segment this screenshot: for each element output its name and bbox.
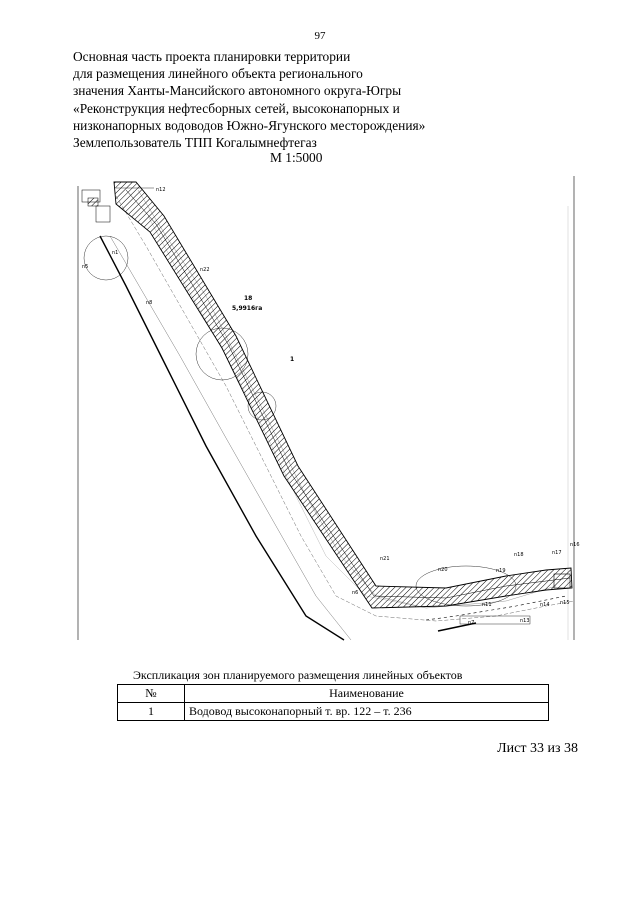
title-line: значения Ханты-Мансийского автономного округа-Югры: [73, 83, 402, 99]
map-label: n7: [468, 620, 475, 626]
title-line: Землепользователь ТПП Когалымнефтегаз: [73, 135, 317, 151]
parcel-one: 1: [290, 356, 295, 363]
planned-zone-corridor: [114, 182, 572, 608]
table-row: [118, 703, 549, 721]
zone-circle: [84, 236, 128, 280]
road-line-thin: [110, 236, 351, 640]
sheet-label: Лист 33 из 38: [497, 741, 578, 756]
map-label: n12: [156, 187, 166, 193]
explication-caption: Экспликация зон планируемого размещения линейных объектов: [133, 668, 463, 682]
road-line: [100, 236, 344, 640]
map-label: n15: [560, 600, 570, 606]
row-number: 1: [118, 703, 185, 721]
map-label: n14: [540, 602, 550, 608]
structure-block: [88, 198, 98, 206]
map-label: n1: [112, 250, 119, 256]
planning-map: [76, 176, 580, 640]
parcel-area: 5,9916га: [232, 305, 263, 312]
explication-table: [117, 684, 549, 721]
map-label: n21: [380, 556, 390, 562]
map-label: n8: [146, 300, 153, 306]
document-title: [73, 48, 425, 151]
map-scale: М 1:5000: [270, 150, 323, 165]
title-line: Основная часть проекта планировки территории: [73, 49, 351, 64]
title-line: низконапорных водоводов Южно-Ягунского месторождения»: [73, 117, 426, 133]
pipeline-axis: [126, 190, 570, 598]
map-label: n16: [570, 542, 580, 548]
title-line: «Реконструкция нефтесборных сетей, высоконапорных и: [73, 100, 400, 116]
parcel-number: 18: [244, 295, 253, 302]
page-number: 97: [314, 30, 326, 42]
map-label: n6: [352, 590, 359, 596]
map-label: n19: [496, 568, 506, 574]
title-line: для размещения линейного объекта регионального: [73, 66, 363, 82]
map-label: n5: [82, 264, 89, 270]
header-number: №: [118, 685, 185, 703]
structure-block: [96, 206, 110, 222]
map-label: n11: [482, 602, 492, 608]
map-label: n13: [520, 618, 530, 624]
table-header-row: [118, 685, 549, 703]
header-name: Наименование: [185, 685, 549, 703]
map-label: n17: [552, 550, 562, 556]
map-label: n18: [514, 552, 524, 558]
map-label: n22: [200, 267, 210, 273]
map-label: n20: [438, 567, 448, 573]
row-name: Водовод высоконапорный т. вр. 122 – т. 236: [185, 703, 549, 721]
